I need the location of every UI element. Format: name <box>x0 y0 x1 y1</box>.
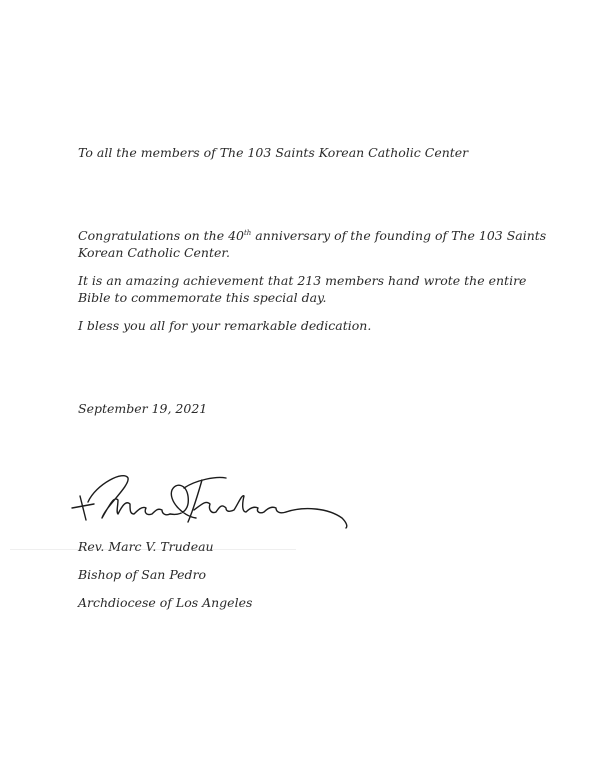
paragraph-achievement <box>78 272 526 306</box>
signature-stroke-t <box>184 477 226 522</box>
anniversary-text: anniversary of the founding of The 103 Saints <box>251 228 547 243</box>
signature-stroke-marc <box>88 476 170 518</box>
signature-stroke-tail <box>286 509 347 528</box>
signatory-title: Bishop of San Pedro <box>78 567 207 582</box>
salutation: To all the members of The 103 Saints Korean Catholic Center <box>78 145 469 160</box>
paragraph-blessing: I bless you all for your remarkable dedication. <box>78 318 372 333</box>
congratulations-text: Congratulations on the 40 <box>78 228 244 243</box>
handwritten-signature <box>66 466 356 538</box>
paragraph-achievement-line2: Bible to commemorate this special day. <box>78 290 327 305</box>
paragraph-congratulations <box>78 227 546 261</box>
paragraph-congratulations-line2: Korean Catholic Center. <box>78 245 230 260</box>
paragraph-congratulations-line1 <box>78 227 546 244</box>
signatory-name: Rev. Marc V. Trudeau <box>78 539 214 554</box>
signatory-organization: Archdiocese of Los Angeles <box>78 595 253 610</box>
letter-date: September 19, 2021 <box>78 401 208 416</box>
paragraph-achievement-line1: It is an amazing achievement that 213 members hand wrote the entire <box>78 273 527 288</box>
signature-cross-stroke-vertical <box>80 496 86 520</box>
ordinal-suffix: th <box>243 229 252 237</box>
signature-stroke-trudeau <box>194 496 286 513</box>
